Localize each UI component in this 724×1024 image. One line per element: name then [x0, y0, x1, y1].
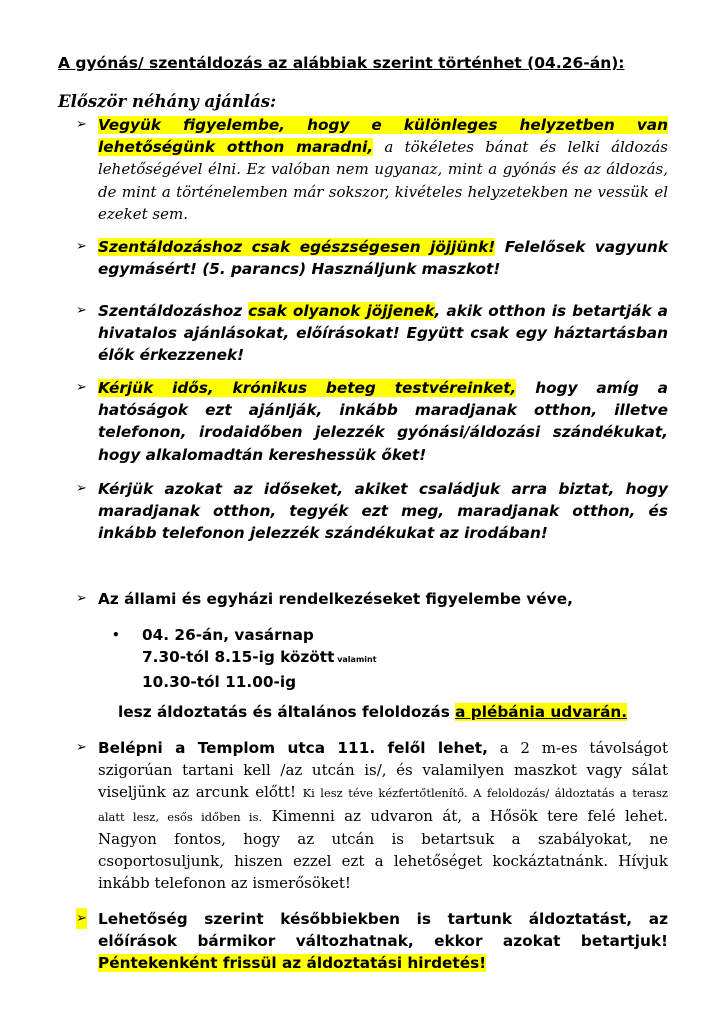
- arrow-bullet-icon: ➢: [76, 380, 87, 395]
- arrow-bullet-icon: ➢: [76, 740, 87, 755]
- item-text: a tökéletes bánat és lelki áldozás lehetőségével élni. Ez valóban nem ugyanaz, mint a gyónás és az áldozás, de mint a történelemben már sokszor, kivételes helyzetekben ne vessük el ezeket sem.: [98, 138, 668, 223]
- schedule-date: 04. 26-án, vasárnap: [142, 626, 314, 644]
- item-text: Az állami és egyházi rendelkezéseket figyelembe véve,: [98, 590, 573, 608]
- entry-instructions-item: [76, 737, 668, 894]
- item-text: Lehetőség szerint későbbiekben is tartunk áldoztatást, az előírások bármikor változhatnak, ekkor azokat betartjuk!: [98, 910, 668, 951]
- highlighted-text: Péntekenként frissül az áldoztatási hirdetés!: [98, 954, 487, 973]
- item-text: lesz áldoztatás és általános feloldozás: [118, 703, 456, 721]
- item-text: Kimenni az udvaron át, a Hősök tere felé lehet. Nagyon fontos, hogy az utcán is betartsuk a szabályokat, ne csoportosuljunk, hiszen ezzel ezt a lehetőséget kockáztatnánk. Hívjuk inkább telefonon az ismerősöket!: [98, 806, 668, 893]
- highlighted-text: Kérjük idős, krónikus beteg testvéreinket,: [98, 379, 517, 397]
- item-text: Belépni a Templom utca 111. felől lehet,: [98, 739, 488, 757]
- recommendation-item-2: [76, 236, 668, 280]
- arrow-bullet-icon: ➢: [76, 117, 87, 132]
- highlighted-text: Szentáldozáshoz csak egészségesen jöjjünk!: [98, 238, 496, 256]
- future-info-item: [76, 908, 668, 975]
- arrow-bullet-icon: ➢: [76, 481, 87, 496]
- recommendation-item-4: [76, 377, 668, 466]
- item-text: a 2 m-es távolságot szigorúan tartani kell /az utcán is/, és valamilyen maszkot vagy sálat viseljünk az arcunk előtt!: [98, 739, 668, 802]
- highlighted-text: csak olyanok jöjjenek: [248, 302, 435, 320]
- highlighted-text: a plébánia udvarán.: [455, 703, 628, 721]
- schedule-time-1: [142, 646, 377, 671]
- item-text: hogy amíg a hatóságok ezt ajánlják, inkább maradjanak otthon, illetve telefonon, irodaidőben jelezzék gyónási/áldozási szándékukat, hogy alkalomadtán kereshessük őket!: [98, 379, 669, 464]
- arrow-bullet-icon: ➢: [76, 303, 87, 318]
- schedule-block: [112, 624, 377, 693]
- arrow-bullet-icon: ➢: [76, 239, 87, 254]
- item-text: Felelősek vagyunk egymásért! (5. parancs) Használjunk maszkot!: [98, 238, 668, 279]
- recommendation-item-5: [76, 478, 668, 545]
- small-note: Ki lesz téve kézfertőtlenítő. A feloldozás/ áldoztatás a terasz alatt lesz, esős időben is.: [98, 786, 668, 824]
- item-text: Kérjük azokat az időseket, akiket családjuk arra biztat, hogy maradjanak otthon, tegyék ezt meg, maradjanak otthon, és inkább telefonon jelezzék szándékukat az irodában!: [98, 480, 668, 543]
- schedule-time-1-text: 7.30-tól 8.15-ig között: [142, 648, 335, 666]
- page-title: A gyónás/ szentáldozás az alábbiak szerint történhet (04.26-án):: [58, 54, 625, 72]
- schedule-connector: valamint: [334, 655, 377, 664]
- recommendation-item-6: [76, 588, 668, 610]
- intro-heading: Először néhány ajánlás:: [58, 92, 277, 111]
- dot-bullet-icon: •: [112, 628, 120, 642]
- recommendation-item-3: [76, 300, 668, 367]
- arrow-bullet-icon: ➢: [76, 591, 87, 606]
- arrow-bullet-icon: ➢: [76, 908, 87, 929]
- item-text: Szentáldozáshoz: [98, 302, 249, 320]
- schedule-time-2: 10.30-tól 11.00-ig: [142, 673, 297, 691]
- recommendation-item-1: [76, 114, 668, 225]
- highlighted-text: Vegyük figyelembe, hogy e különleges helyzetben van lehetőségünk otthon maradni,: [98, 116, 668, 157]
- schedule-location: [118, 703, 627, 721]
- item-text: , akik otthon is betartják a hivatalos ajánlásokat, előírásokat! Együtt csak egy háztartásban élők érkezzenek!: [98, 302, 668, 365]
